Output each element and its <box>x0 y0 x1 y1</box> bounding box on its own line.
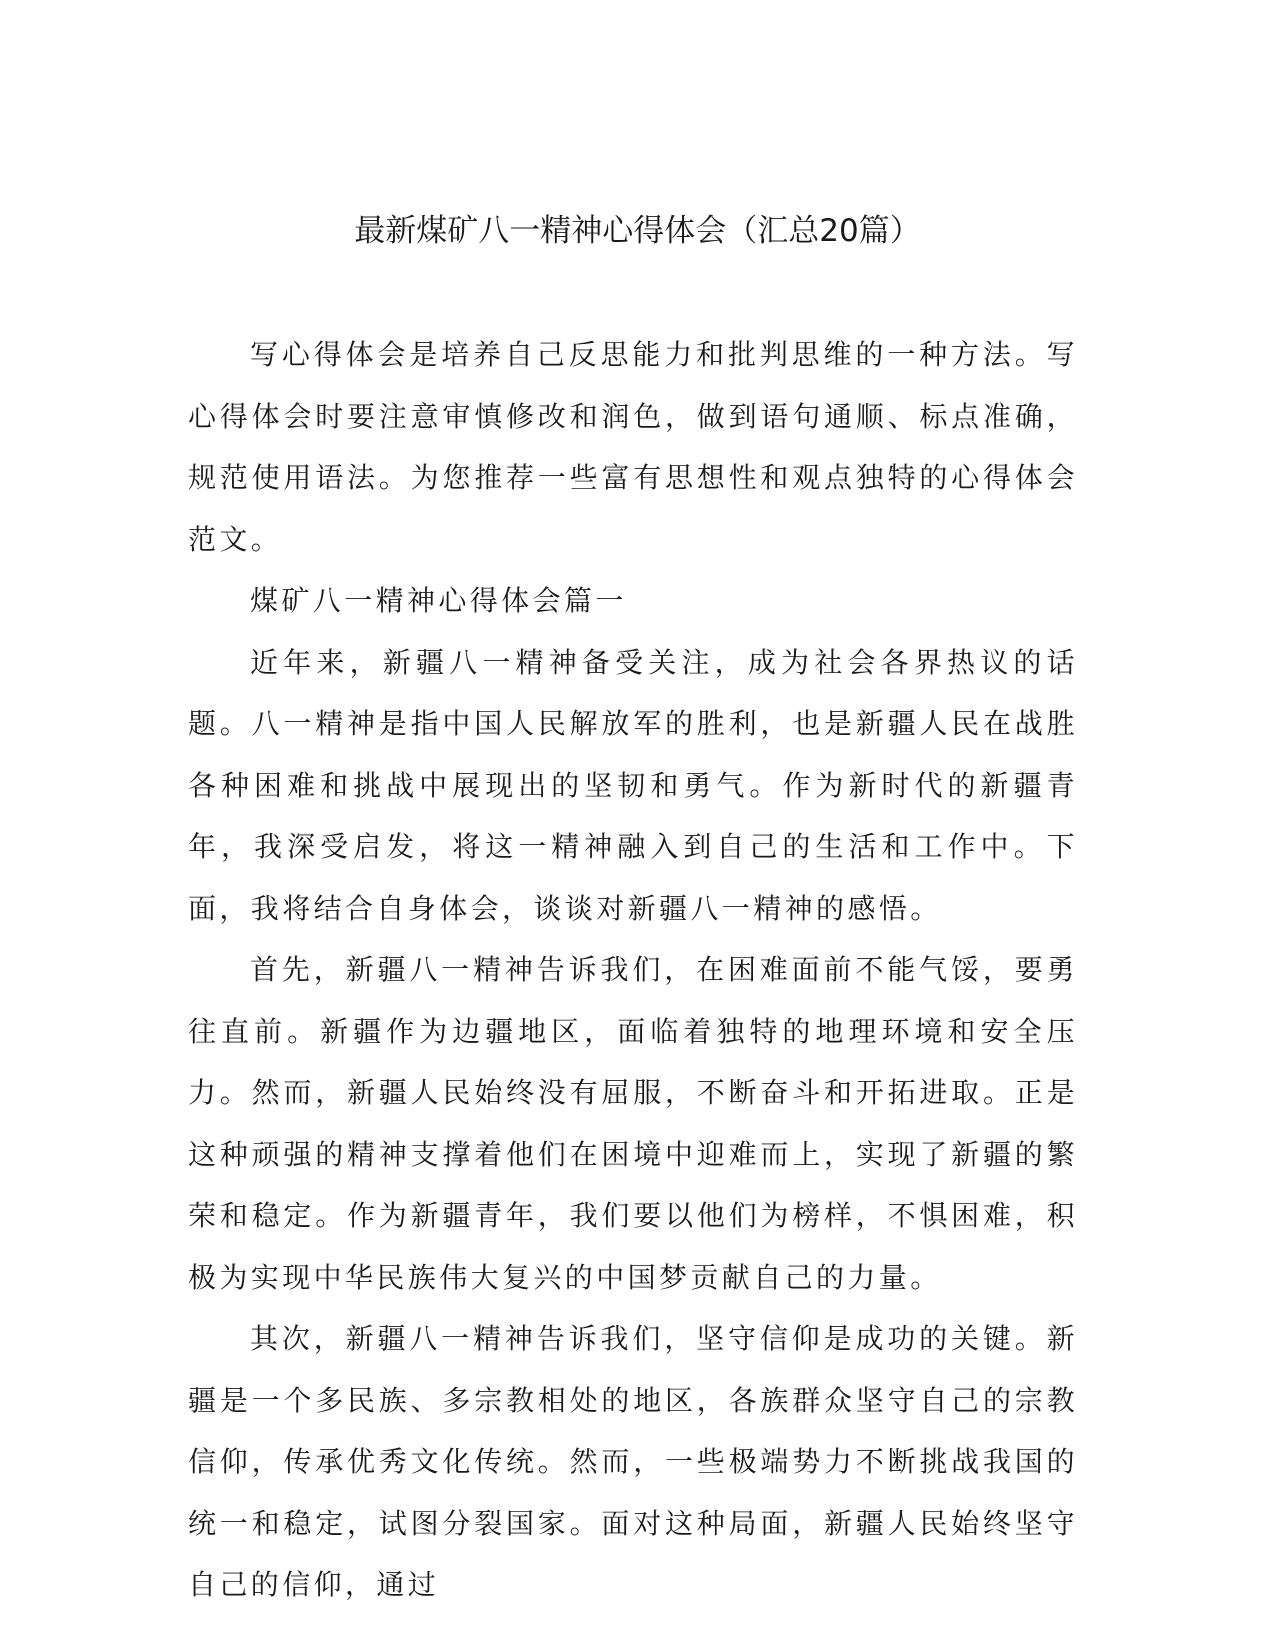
body-paragraph: 近年来，新疆八一精神备受关注，成为社会各界热议的话题。八一精神是指中国人民解放军的胜利，也是新疆人民在战胜各种困难和挑战中展现出的坚韧和勇气。作为新时代的新疆青年，我深受启发，将这一精神融入到自己的生活和工作中。下面，我将结合自身体会，谈谈对新疆八一精神的感悟。 <box>188 645 1078 925</box>
section-heading: 煤矿八一精神心得体会篇一 <box>250 584 627 617</box>
document-body <box>188 324 1078 1616</box>
intro-paragraph: 写心得体会是培养自己反思能力和批判思维的一种方法。写心得体会时要注意审慎修改和润色，做到语句通顺、标点准确，规范使用语法。为您推荐一些富有思想性和观点独特的心得体会范文。 <box>188 338 1078 556</box>
body-paragraph: 首先，新疆八一精神告诉我们，在困难面前不能气馁，要勇往直前。新疆作为边疆地区，面临着独特的地理环境和安全压力。然而，新疆人民始终没有屈服，不断奋斗和开拓进取。正是这种顽强的精神支撑着他们在困境中迎难而上，实现了新疆的繁荣和稳定。作为新疆青年，我们要以他们为榜样，不惧困难，积极为实现中华民族伟大复兴的中国梦贡献自己的力量。 <box>188 953 1078 1294</box>
document-title: 最新煤矿八一精神心得体会（汇总20篇） <box>354 213 921 249</box>
body-paragraph: 其次，新疆八一精神告诉我们，坚守信仰是成功的关键。新疆是一个多民族、多宗教相处的地区，各族群众坚守自己的宗教信仰，传承优秀文化传统。然而，一些极端势力不断挑战我国的统一和稳定，试图分裂国家。面对这种局面，新疆人民始终坚守自己的信仰，通过 <box>188 1322 1078 1601</box>
